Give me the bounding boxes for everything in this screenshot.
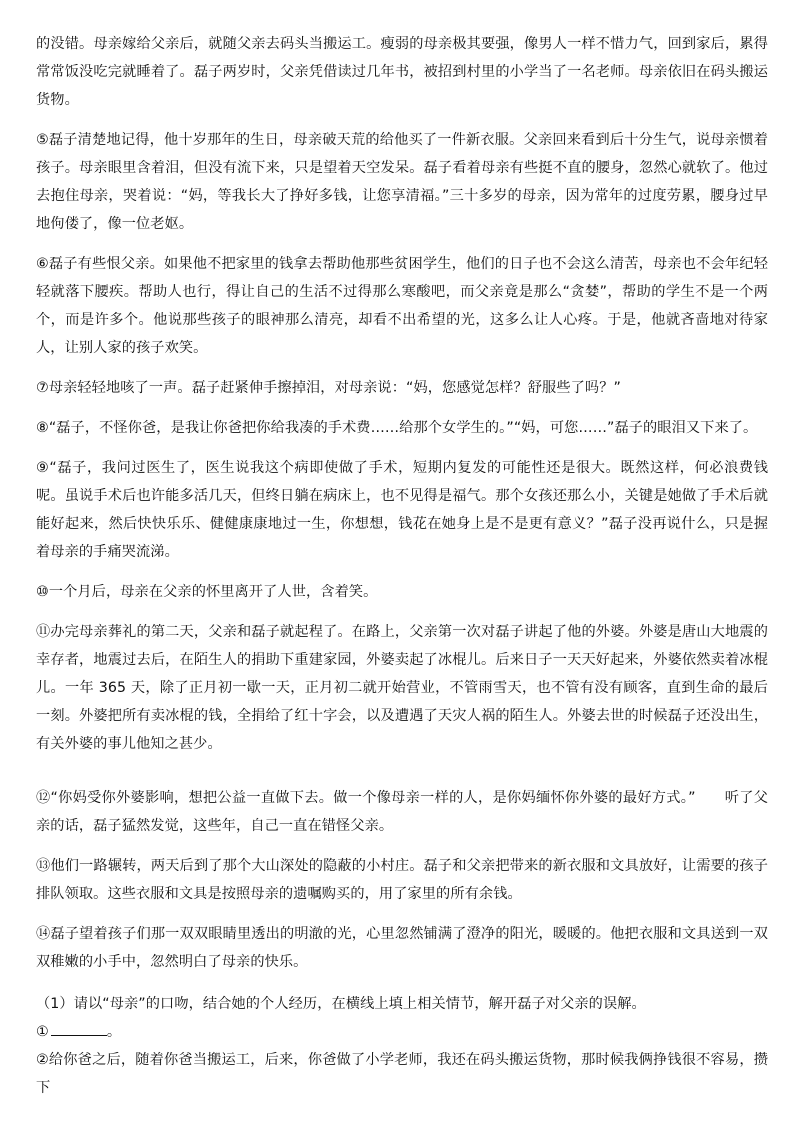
paragraph-6: ⑥磊子有些恨父亲。如果他不把家里的钱拿去帮助他那些贫困学生，他们的日子也不会这么清苦，母亲也不会年纪轻轻就落下腰疾。帮助人也行，得让自己的生活不过得那么寒酸吧，而父亲竟是那么“贪婪”，帮助的学生不是一个两个，而是许多个。他说那些孩子的眼神那么清亮，却看不出希望的光，这多么让人心疼。于是，他就吝啬地对待家人，让别人家的孩子欢笑。 bbox=[36, 256, 768, 356]
answer-1-label: ① bbox=[36, 1024, 49, 1040]
answer-blank[interactable] bbox=[51, 1021, 107, 1036]
paragraph-5: ⑤磊子清楚地记得，他十岁那年的生日，母亲破天荒的给他买了一件新衣服。父亲回来看到后十分生气，说母亲惯着孩子。母亲眼里含着泪，但没有流下来，只是望着天空发呆。磊子看着母亲有些挺不直的腰身，忽然心就软了。他过去抱住母亲，哭着说：“妈，等我长大了挣好多钱，让您享清福。”三十多岁的母亲，因为常年的过度劳累，腰身过早地佝偻了，像一位老妪。 bbox=[36, 132, 768, 232]
paragraph-4-continued: 的没错。母亲嫁给父亲后，就随父亲去码头当搬运工。瘦弱的母亲极其要强，像男人一样不惜力气，回到家后，累得常常饭没吃完就睡着了。磊子两岁时，父亲凭借读过几年书，被招到村里的小学当了一名老师。母亲依旧在码头搬运货物。 bbox=[36, 36, 768, 108]
paragraph-13: ⑬他们一路辗转，两天后到了那个大山深处的隐蔽的小村庄。磊子和父亲把带来的新衣服和文具放好，让需要的孩子排队领取。这些衣服和文具是按照母亲的遗嘱购买的，用了家里的所有余钱。 bbox=[36, 858, 768, 902]
answer-2-line: ②给你爸之后，随着你爸当搬运工，后来，你爸做了小学老师，我还在码头搬运货物，那时候我俩挣钱很不容易，攒下 bbox=[36, 1052, 768, 1096]
answer-1-end: 。 bbox=[106, 1024, 122, 1040]
paragraph-12: ⑫“你妈受你外婆影响，想把公益一直做下去。做一个像母亲一样的人，是你妈缅怀你外婆的最好方式。” 听了父亲的话，磊子猛然发觉，这些年，自己一直在错怪父亲。 bbox=[36, 790, 768, 834]
paragraph-14: ⑭磊子望着孩子们那一双双眼睛里透出的明澈的光，心里忽然铺满了澄净的阳光，暖暖的。他把衣服和文具送到一双双稚嫩的小手中，忽然明白了母亲的快乐。 bbox=[36, 926, 768, 970]
answer-1-line bbox=[36, 1018, 768, 1046]
paragraph-8: ⑧“磊子，不怪你爸，是我让你爸把你给我凑的手术费……给那个女学生的。”“妈，可您……”磊子的眼泪又下来了。 bbox=[36, 420, 758, 436]
document-page bbox=[36, 0, 768, 1102]
paragraph-10: ⑩一个月后，母亲在父亲的怀里离开了人世，含着笑。 bbox=[36, 584, 378, 600]
paragraph-7: ⑦母亲轻轻地咳了一声。磊子赶紧伸手擦掉泪，对母亲说：“妈，您感觉怎样？舒服些了吗？” bbox=[36, 380, 621, 396]
question-prompt: （1）请以“母亲”的口吻，结合她的个人经历，在横线上填上相关情节，解开磊子对父亲的误解。 bbox=[36, 996, 646, 1012]
paragraph-11: ⑪办完母亲葬礼的第二天，父亲和磊子就起程了。在路上，父亲第一次对磊子讲起了他的外婆。外婆是唐山大地震的幸存者，地震过去后，在陌生人的捐助下重建家园，外婆卖起了冰棍儿。后来日子一天天好起来，外婆依然卖着冰棍儿。一年 365 天，除了正月初一歇一天，正月初二就开始营业，不管雨雪天，也不管有没有顾客，直到生命的最后一刻。外婆把所有卖冰棍的钱，全捐给了红十字会，以及遭遇了天灾人祸的陌生人。外婆去世的时候磊子还没出生，有关外婆的事儿他知之甚少。 bbox=[36, 624, 768, 752]
paragraph-9: ⑨“磊子，我问过医生了，医生说我这个病即使做了手术，短期内复发的可能性还是很大。既然这样，何必浪费钱呢。虽说手术后也许能多活几天，但终日躺在病床上，也不见得是福气。那个女孩还那么小，关键是她做了手术后就能好起来，然后快快乐乐、健健康康地过一生，你想想，钱花在她身上是不是更有意义？”磊子没再说什么，只是握着母亲的手痛哭流涕。 bbox=[36, 460, 768, 560]
